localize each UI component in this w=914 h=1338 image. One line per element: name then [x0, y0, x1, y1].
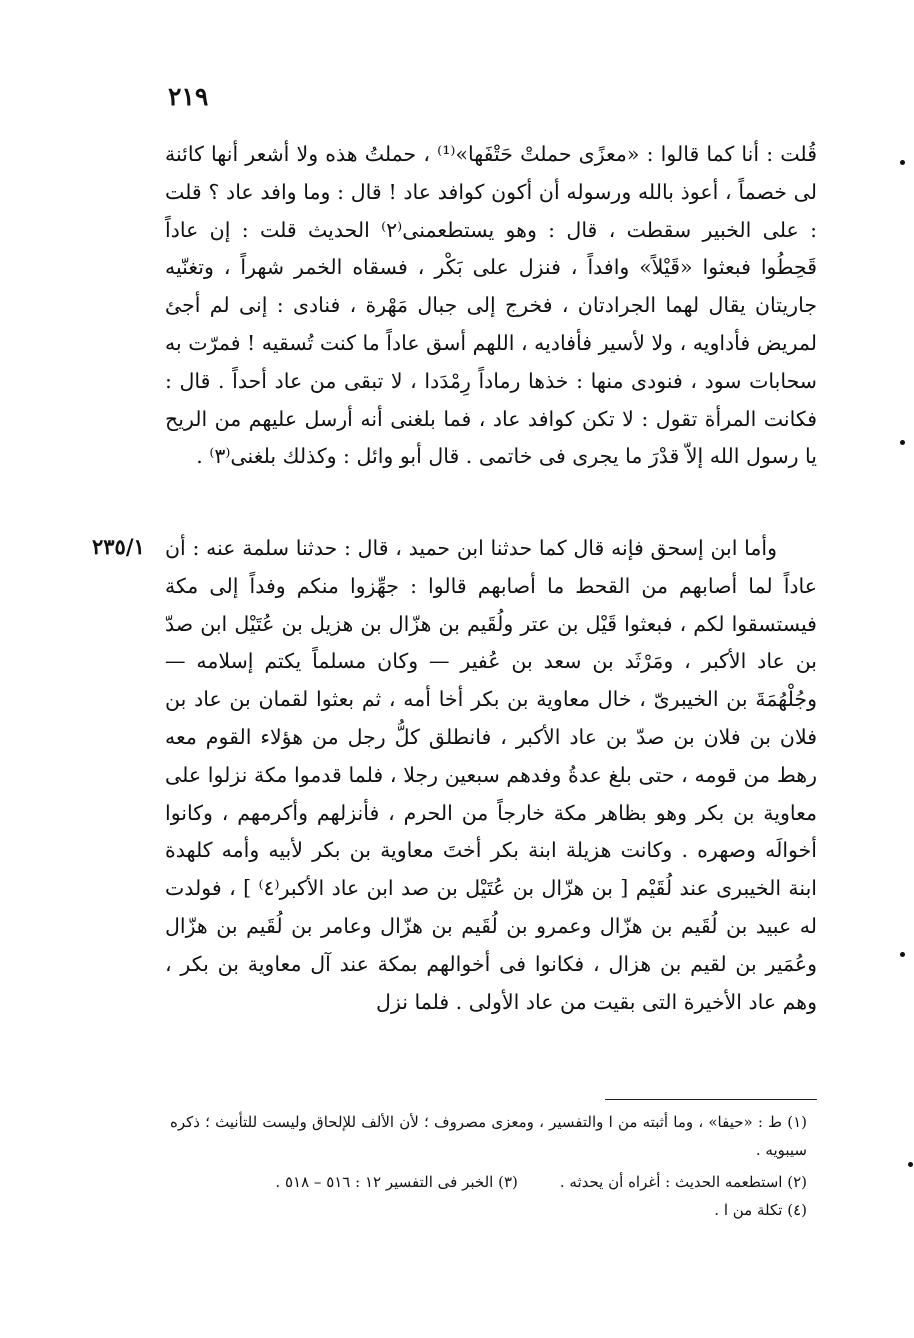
paragraph-2 [165, 530, 817, 1021]
scan-mark [900, 440, 905, 445]
footnote-1: (١) ط : «حيفا» ، وما أثبته من ا والتفسير ، ومعزى مصروف ؛ لأن الألف للإلحاق وليست للتأنيث ؛ ذكره سيبويه . [170, 1113, 807, 1159]
page-number: ٢١٩ [168, 82, 209, 111]
scan-mark [900, 160, 905, 165]
footnote-4: (٤) تكلة من ا . [714, 1201, 807, 1219]
footnote-row [170, 1168, 817, 1196]
scan-mark [908, 1162, 913, 1167]
footnote-divider [605, 1099, 817, 1100]
footnote-3: (٣) الخبر فى التفسير ١٢ : ٥١٦ – ٥١٨ . [275, 1173, 518, 1191]
paragraph-2-text: وأما ابن إسحق فإنه قال كما حدثنا ابن حميد ، قال : حدثنا سلمة عنه : أن عاداً لما أصابهم من القحط ما أصابهم قالوا : جهِّزوا منكم وفداً إلى مكة فيستسقوا لكم ، فبعثوا قَيْل بن عتر ولُقَيم بن هزّال بن هزيل بن عُتَيْل ابن صدّ بن عاد الأكبر ، ومَرْثَد بن سعد بن عُفير — وكان مسلماً يكتم إسلامه — وجُلْهُمَةَ بن الخيبرىّ ، خال معاوية بن بكر أخا أمه ، ثم بعثوا لقمان بن عاد بن فلان بن فلان بن صدّ بن عاد الأكبر ، فانطلق كلُّ رجل من هؤلاء القوم معه رهط من قومه ، حتى بلغ عدةُ وفدهم سبعين رجلا ، فلما قدموا مكة نزلوا على معاوية بن بكر وهو بظاهر مكة خارجاً من الحرم ، فأنزلهم وأكرمهم ، وكانوا أخوالَه وصهره . وكانت هزيلة ابنة بكر أختَ معاوية بن بكر لأبيه وأمه كلهدة ابنة الخيبرى عند لُقَيْم [ بن هزّال بن عُتَيْل بن صد ابن عاد الأكبر⁽٤⁾ ] ، فولدت له عبيد بن لُقَيم بن هزّال وعمرو بن لُقَيم بن هزّال وعامر بن لُقَيم بن هزّال وعُمَير بن لقيم بن هزال ، فكانوا فى أخوالهم بمكة عند آل معاوية بن بكر ، وهم عاد الأخيرة التى بقيت من عاد الأولى . فلما نزل [165, 536, 817, 1014]
footnote-2: (٢) استطعمه الحديث : أغراه أن يحدثه . [559, 1173, 807, 1191]
paragraph-1: قُلت : أنا كما قالوا : «معزًى حملتْ حَتْفَها»⁽¹⁾ ، حملتُ هذه ولا أشعر أنها كائنة لى خصماً ، أعوذ بالله ورسوله أن أكون كوافد عاد ! قال : وما وافد عاد ؟ قلت : على الخبير سقطت ، قال : وهو يستطعمنى⁽٢⁾ الحديث قلت : إن عاداً قَحِطُوا فبعثوا «قَيْلاً» وافداً ، فنزل على بَكْر ، فسقاه الخمر شهراً ، وتغنّيه جاريتان يقال لهما الجرادتان ، فخرج إلى جبال مَهْرة ، فنادى : إنى لم أجئ لمريض فأداويه ، ولا لأسير فأفاديه ، اللهم أسق عاداً ما كنت تُسقيه ! فمرّت به سحابات سود ، فنودى منها : خذها رماداً رِمْدَدا ، لا تبقى من عاد أحداً . قال : فكانت المرأة تقول : لا تكن كوافد عاد ، فما بلغنى أنه أرسل عليهم من الريح يا رسول الله إلاّ قدْرَ ما يجرى فى خاتمى . قال أبو وائل : وكذلك بلغنى⁽٣⁾ . [165, 142, 818, 469]
footnotes [170, 1108, 817, 1224]
margin-reference: ٢٣٥/١ [92, 534, 145, 559]
scan-mark [900, 952, 905, 957]
